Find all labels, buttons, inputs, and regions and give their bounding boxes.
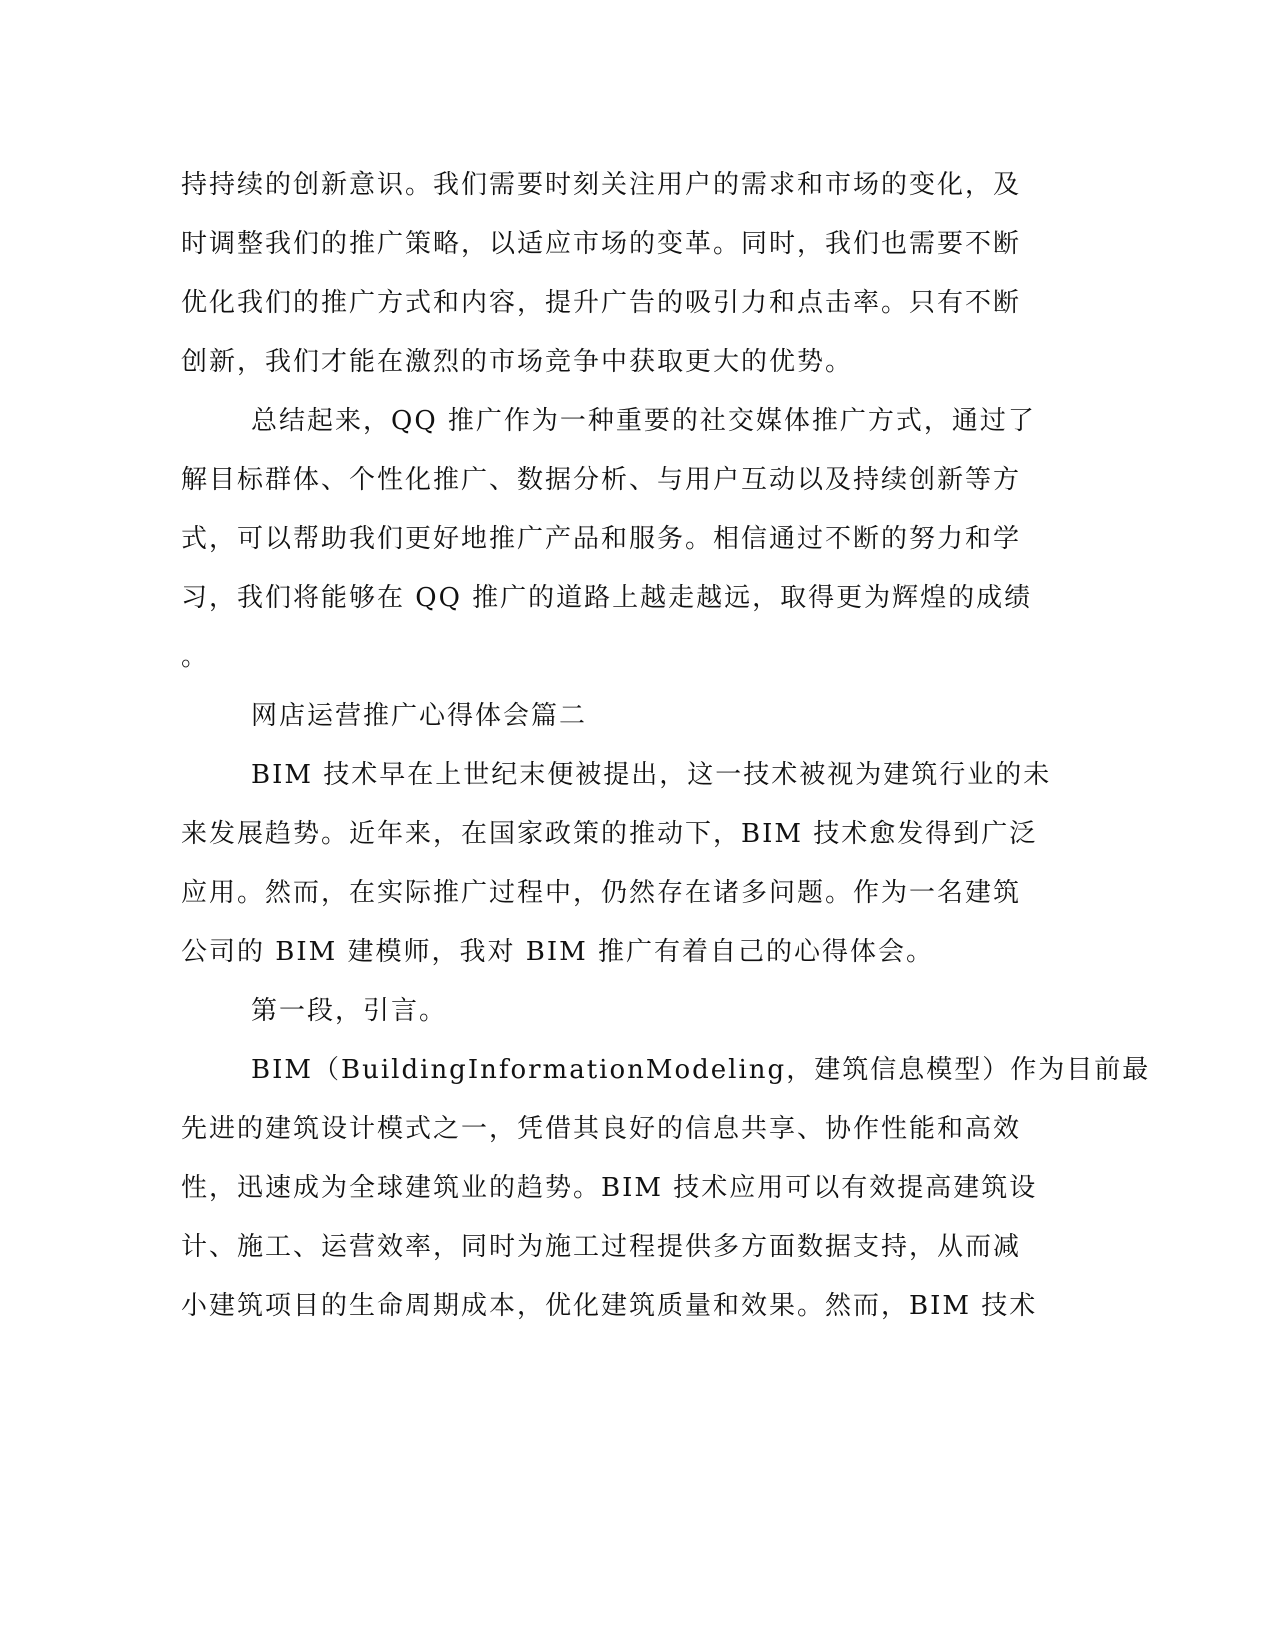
text-line: 解目标群体、个性化推广、数据分析、与用户互动以及持续创新等方 [181, 465, 1022, 495]
text-line: 时调整我们的推广策略，以适应市场的变革。同时，我们也需要不断 [181, 229, 1022, 259]
text-line: 持持续的创新意识。我们需要时刻关注用户的需求和市场的变化，及 [181, 170, 1022, 200]
text-line: 小建筑项目的生命周期成本，优化建筑质量和效果。然而，BIM 技术 [181, 1291, 1038, 1321]
document-body [181, 156, 1151, 1336]
text-line: 计、施工、运营效率，同时为施工过程提供多方面数据支持，从而减 [181, 1232, 1022, 1262]
text-line: 来发展趋势。近年来，在国家政策的推动下，BIM 技术愈发得到广泛 [181, 819, 1038, 849]
text-line: 公司的 BIM 建模师，我对 BIM 推广有着自己的心得体会。 [181, 937, 935, 967]
subsection-heading: 第一段，引言。 [251, 996, 448, 1026]
paragraph-start-line: 总结起来，QQ 推广作为一种重要的社交媒体推广方式，通过了 [251, 406, 1036, 436]
text-line: 应用。然而，在实际推广过程中，仍然存在诸多问题。作为一名建筑 [181, 878, 1022, 908]
text-line: 习，我们将能够在 QQ 推广的道路上越走越远，取得更为辉煌的成绩 [181, 583, 1033, 613]
section-heading: 网店运营推广心得体会篇二 [251, 701, 588, 731]
text-line: 先进的建筑设计模式之一，凭借其良好的信息共享、协作性能和高效 [181, 1114, 1022, 1144]
text-line: 式，可以帮助我们更好地推广产品和服务。相信通过不断的努力和学 [181, 524, 1022, 554]
paragraph-start-line: BIM（BuildingInformationModeling，建筑信息模型）作为目前最 [251, 1055, 1151, 1085]
paragraph-start-line: BIM 技术早在上世纪末便被提出，这一技术被视为建筑行业的未 [251, 760, 1052, 790]
text-line: 优化我们的推广方式和内容，提升广告的吸引力和点击率。只有不断 [181, 288, 1022, 318]
text-line: 创新，我们才能在激烈的市场竞争中获取更大的优势。 [181, 347, 854, 377]
text-line: 性，迅速成为全球建筑业的趋势。BIM 技术应用可以有效提高建筑设 [181, 1173, 1038, 1203]
text-line: 。 [181, 642, 210, 672]
